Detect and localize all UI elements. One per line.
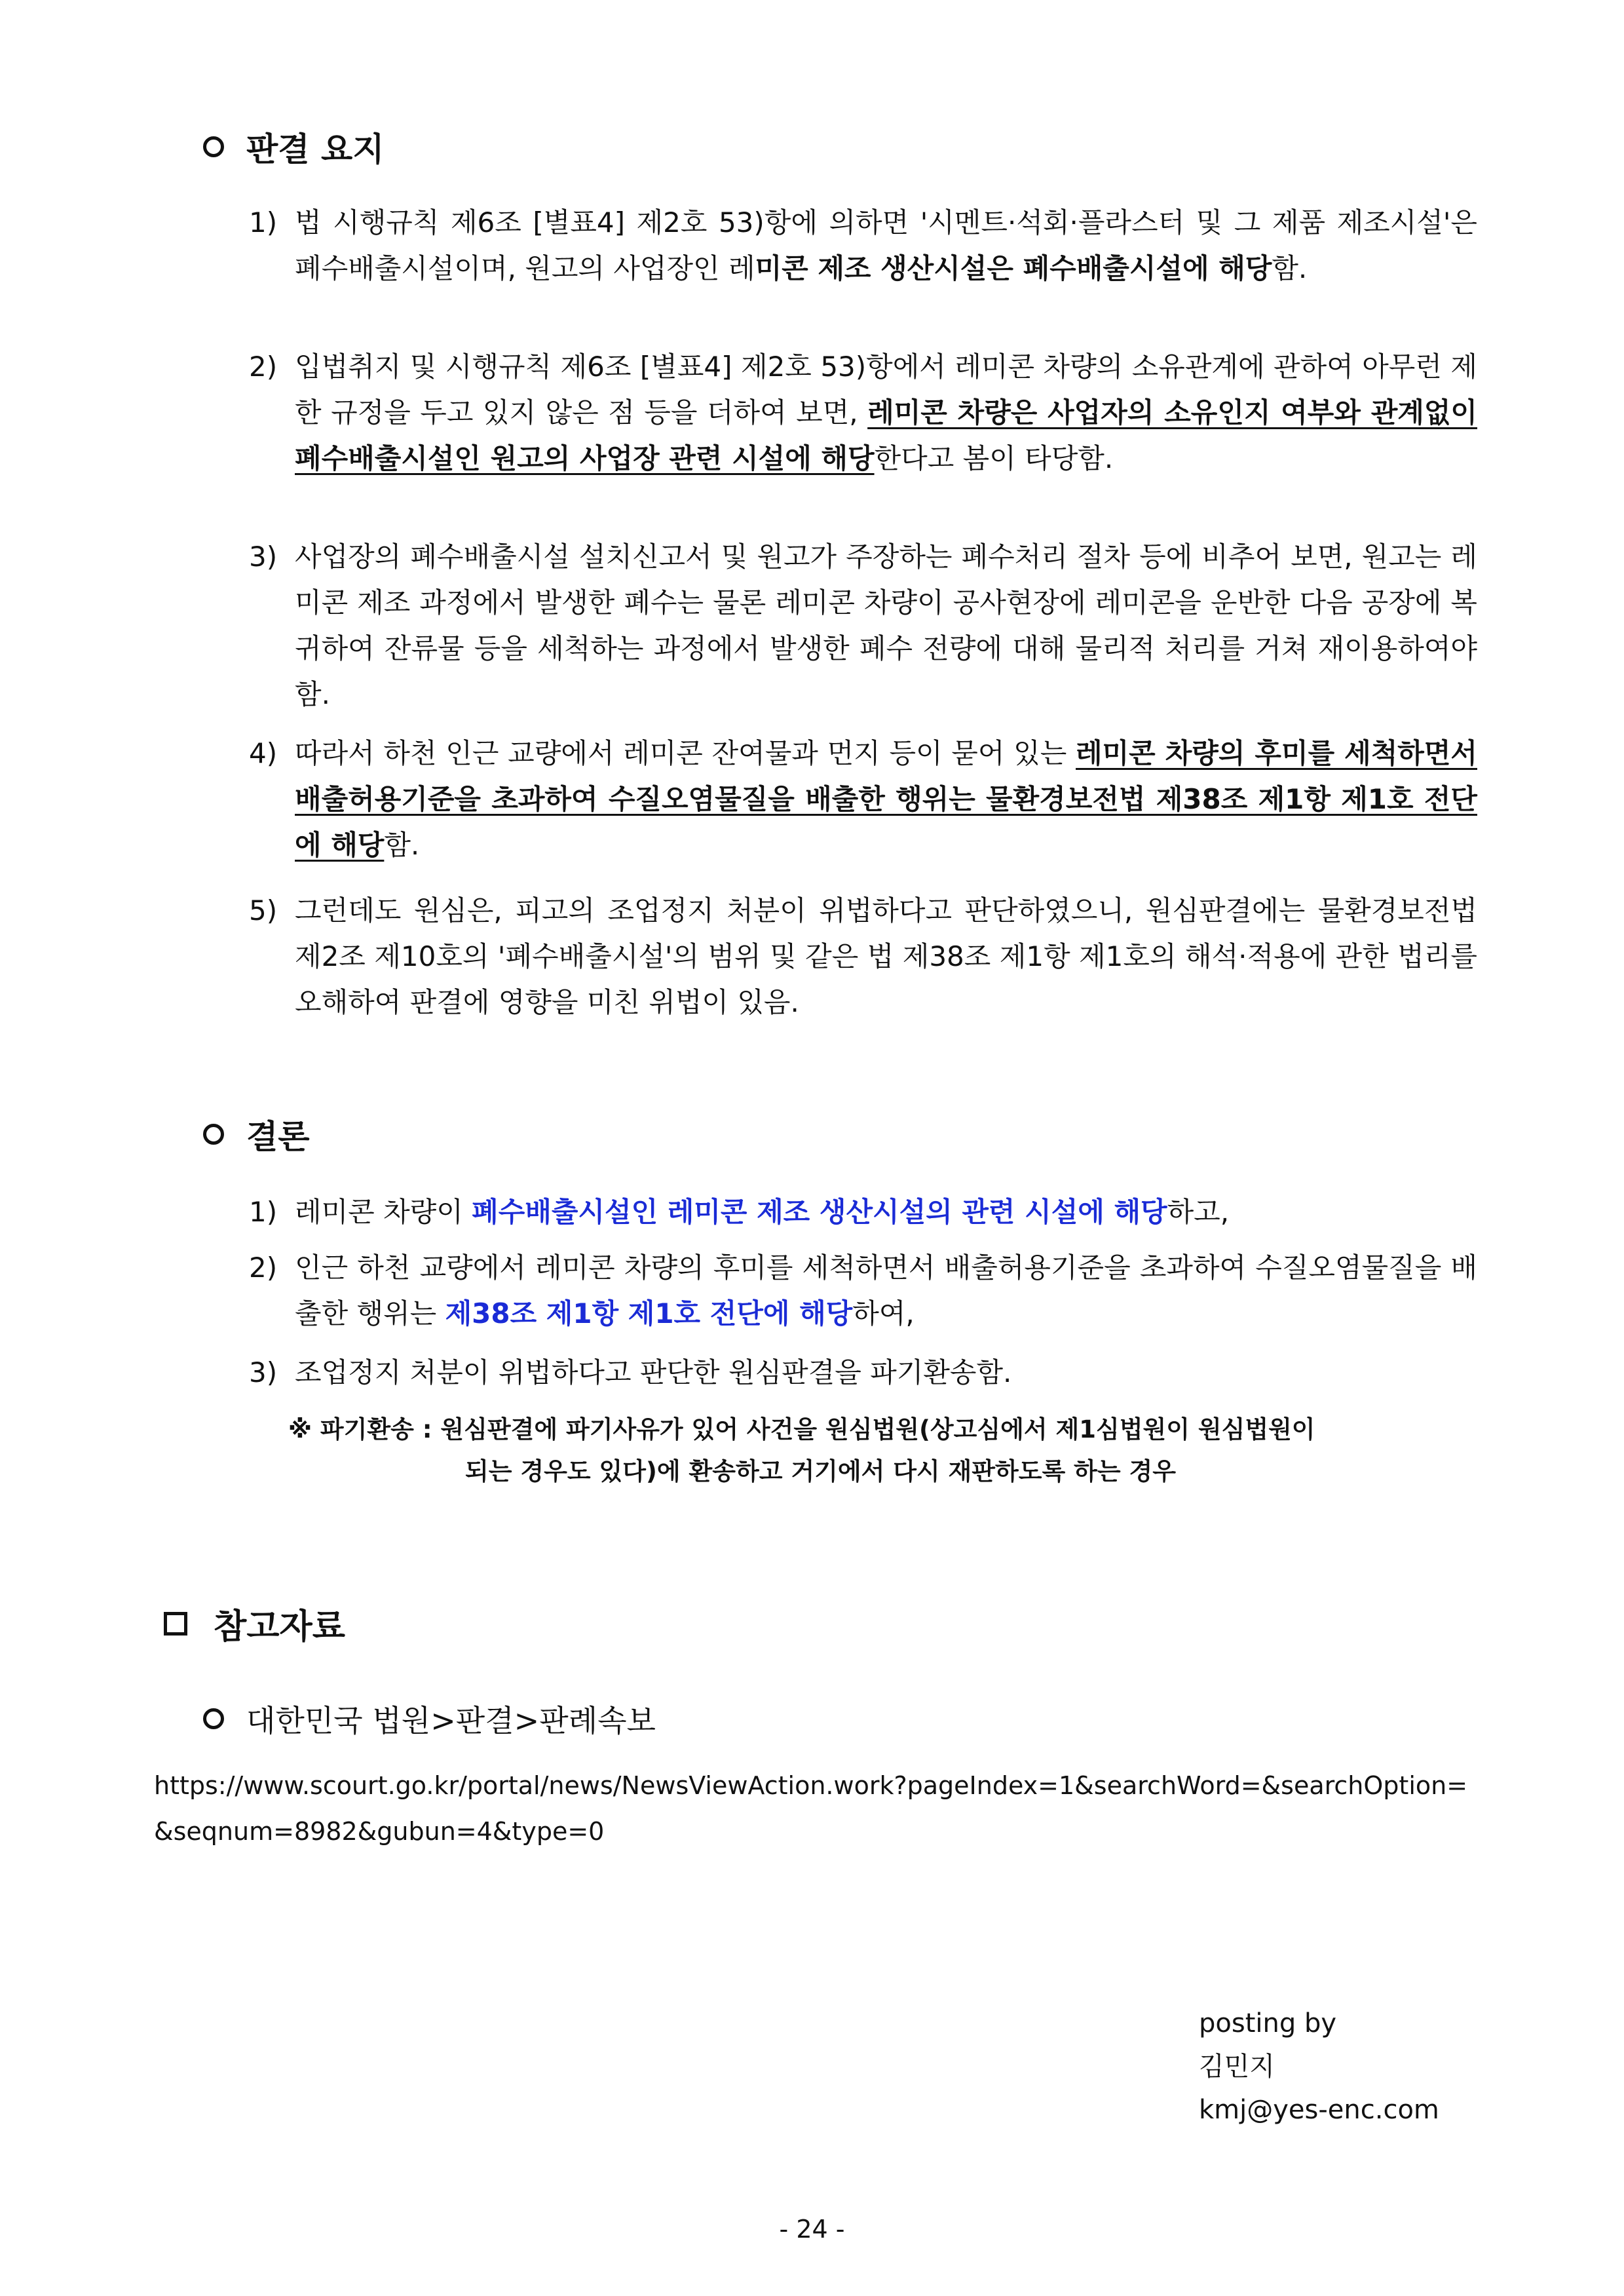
reference-url-line2[interactable]: &seqnum=8982&gubun=4&type=0 xyxy=(154,1817,605,1846)
emphasized-text: 폐수배출시설인 레미콘 제조 생산시설의 관련 시설에 해당 xyxy=(472,1196,1167,1228)
circle-bullet-icon xyxy=(203,136,224,157)
item-number: 1) xyxy=(249,1196,278,1228)
item-number: 2) xyxy=(249,351,278,383)
item-text xyxy=(295,200,1477,292)
item-number: 5) xyxy=(249,894,278,927)
conclusion-heading xyxy=(203,1111,310,1158)
signature-email[interactable]: kmj@yes-enc.com xyxy=(1199,2095,1439,2125)
item-text xyxy=(295,1189,1477,1235)
item-text-part: 입법취지 및 시행규칙 제6조 [별표4] 제2호 53)항에서 레미콘 차량의 소유관계에 관하여 아무런 제한 규정을 두고 있지 않은 점 등을 더하여 보면, xyxy=(295,351,1477,429)
square-bullet-icon xyxy=(164,1612,187,1636)
reference-source xyxy=(203,1697,656,1740)
references-title: 참고자료 xyxy=(214,1607,345,1647)
item-text xyxy=(295,731,1477,868)
item-number: 1) xyxy=(249,206,278,239)
emphasized-text: 제38조 제1항 제1호 전단에 해당 xyxy=(445,1297,853,1330)
item-text xyxy=(295,1245,1477,1337)
item-text-part: 레미콘 차량이 xyxy=(295,1196,472,1228)
list-item xyxy=(249,1245,1477,1337)
circle-bullet-icon xyxy=(203,1124,224,1145)
list-item xyxy=(249,344,1477,482)
conclusion-title: 결론 xyxy=(246,1118,310,1156)
item-text-part: 법 시행규칙 제6조 [별표4] 제2호 53)항에 의하면 '시멘트·석회·플라스터 및 그 제품 제조시설'은 폐수배출시설이며, 원고의 사업장인 레 xyxy=(295,206,1477,284)
item-number: 4) xyxy=(249,737,278,769)
item-text-part: 인근 하천 교량에서 레미콘 차량의 후미를 세척하면서 배출허용기준을 초과하여 수질오염물질을 배출한 행위는 xyxy=(295,1252,1477,1330)
emphasized-text: 레미콘 차량은 사업자의 소유인지 여부와 관계없이 폐수배출시설인 원고의 사업장 관련 시설에 해당 xyxy=(295,396,1478,474)
remand-note-line1: ※ 파기환송 : 원심판결에 파기사유가 있어 사건을 원심법원(상고심에서 제1심법원이 원심법원이 xyxy=(288,1415,1315,1444)
list-item xyxy=(249,534,1477,718)
reference-source-label: 대한민국 법원>판결>판례속보 xyxy=(246,1703,656,1738)
item-text-part: 하고, xyxy=(1167,1196,1230,1228)
list-item xyxy=(249,888,1477,1025)
item-text-part: 따라서 하천 인근 교량에서 레미콘 잔여물과 먼지 등이 묻어 있는 xyxy=(295,737,1076,769)
page-number: - 24 - xyxy=(779,2215,845,2244)
item-text xyxy=(295,888,1477,1025)
item-text xyxy=(295,344,1477,482)
reference-url[interactable] xyxy=(154,1763,1484,1854)
item-number: 3) xyxy=(249,541,278,573)
item-number: 3) xyxy=(249,1356,278,1388)
list-item xyxy=(249,731,1477,868)
list-item xyxy=(249,1350,1477,1396)
reference-url-line1[interactable]: https://www.scourt.go.kr/portal/news/NewsViewAction.work?pageIndex=1&searchWord=&searchOption= xyxy=(154,1771,1468,1800)
item-text xyxy=(295,1350,1477,1396)
references-heading xyxy=(164,1599,345,1648)
emphasized-text: 미콘 제조 생산시설은 폐수배출시설에 해당 xyxy=(755,252,1272,284)
item-text-part: 그런데도 원심은, 피고의 조업정지 처분이 위법하다고 판단하였으니, 원심판결에는 물환경보전법 제2조 제10호의 '폐수배출시설'의 범위 및 같은 법 제38조 제1항 제1호의 해석·적용에 관한 법리를 오해하여 판결에 영향을 미친 위법이 있음. xyxy=(295,894,1477,1018)
item-text-part: 사업장의 폐수배출시설 설치신고서 및 원고가 주장하는 폐수처리 절차 등에 비추어 보면, 원고는 레미콘 제조 과정에서 발생한 폐수는 물론 레미콘 차량이 공사현장에 레미콘을 운반한 다음 공장에 복귀하여 잔류물 등을 세척하는 과정에서 발생한 폐수 전량에 대해 물리적 처리를 거쳐 재이용하여야 함. xyxy=(295,541,1477,710)
remand-note xyxy=(288,1409,1474,1493)
list-item xyxy=(249,1189,1477,1235)
signature-posting: posting by xyxy=(1199,2008,1337,2038)
summary-title: 판결 요지 xyxy=(246,130,385,168)
item-number: 2) xyxy=(249,1252,278,1284)
emphasized-text: 레미콘 차량의 후미를 세척하면서 배출허용기준을 초과하여 수질오염물질을 배출한 행위는 물환경보전법 제38조 제1항 제1호 전단에 해당 xyxy=(295,737,1477,861)
item-text-part: 한다고 봄이 타당함. xyxy=(874,442,1114,474)
list-item xyxy=(249,200,1477,292)
signature-block xyxy=(1199,2002,1439,2132)
item-text-part: 조업정지 처분이 위법하다고 판단한 원심판결을 파기환송함. xyxy=(295,1356,1012,1388)
item-text xyxy=(295,534,1477,718)
signature-name: 김민지 xyxy=(1199,2052,1275,2082)
summary-heading xyxy=(203,123,385,170)
circle-bullet-icon xyxy=(203,1708,224,1729)
remand-note-line2: 되는 경우도 있다)에 환송하고 거기에서 다시 재판하도록 하는 경우 xyxy=(465,1457,1176,1485)
item-text-part: 함. xyxy=(384,829,420,861)
item-text-part: 하여, xyxy=(852,1297,915,1330)
item-text-part: 함. xyxy=(1272,252,1308,284)
